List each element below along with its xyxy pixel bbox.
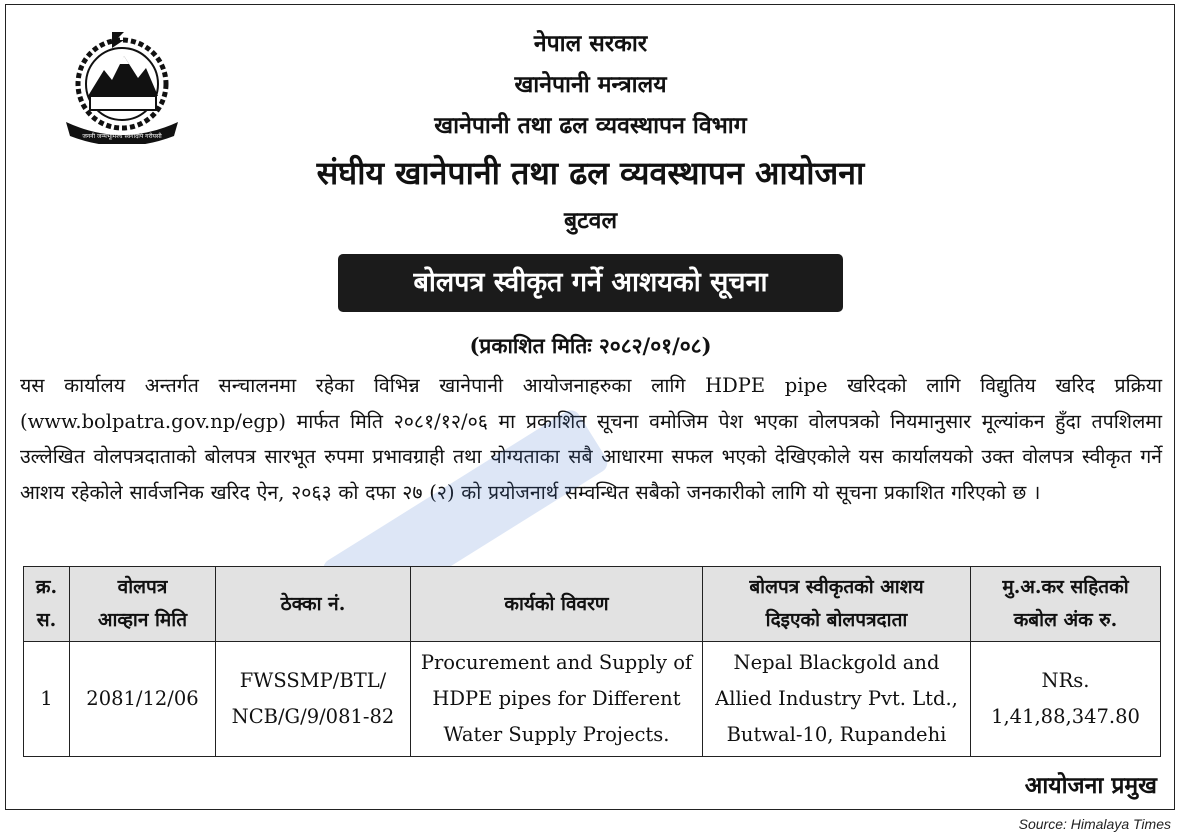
publish-date: (प्रकाशित मितिः २०८२/०१/०८) [469, 333, 712, 358]
header-department: खानेपानी तथा ढल व्यवस्थापन विभाग [434, 112, 747, 139]
header-bidder: बोलपत्र स्वीकृतको आशय दिइएको बोलपत्रदाता [703, 567, 971, 642]
emblem-motto: जननी जन्मभूमिश्च स्वर्गादपि गरीयसी [82, 133, 162, 140]
header-invitation-date: वोलपत्र आव्हान मिति [70, 567, 216, 642]
header-ministry: खानेपानी मन्त्रालय [514, 71, 667, 98]
cell-contract-no: FWSSMP/BTL/ NCB/G/9/081-82 [216, 642, 411, 757]
header-location: बुटवल [563, 207, 618, 234]
tender-table [23, 566, 1161, 757]
notice-title-banner: बोलपत्र स्वीकृत गर्ने आशयको सूचना [338, 254, 843, 312]
source-credit: Source: Himalaya Times [1018, 816, 1171, 832]
cell-description: Procurement and Supply of HDPE pipes for Different Water Supply Projects. [411, 642, 703, 757]
header-contract-no: ठेक्का नं. [216, 567, 411, 642]
cell-amount: NRs. 1,41,88,347.80 [971, 642, 1161, 757]
header-project: संघीय खानेपानी तथा ढल व्यवस्थापन आयोजना [316, 154, 865, 192]
cell-date: 2081/12/06 [70, 642, 216, 757]
signature-project-chief: आयोजना प्रमुख [1024, 772, 1157, 799]
header-serial: क्र. स. [24, 567, 70, 642]
table-header-row [24, 567, 1161, 642]
header-work-description: कार्यको विवरण [411, 567, 703, 642]
header-bid-amount: मु.अ.कर सहितको कबोल अंक रु. [971, 567, 1161, 642]
notice-body: यस कार्यालय अन्तर्गत सन्चालनमा रहेका विभिन्न खानेपानी आयोजनाहरुका लागि HDPE pipe खरिदको लागि विद्युतिय खरिद प्रक्रिया (www.bolpatra.gov.np/egp) मार्फत मिति २०८१/१२/०६ मा प्रकाशित सूचना वमोजिम पेश भएका वोलपत्रको नियमानुसार मूल्यांकन हुँदा तपशिलमा उल्लेखित वोलपत्रदाताको बोलपत्र सारभूत रुपमा प्रभावग्राही तथा योग्यताका सबै आधारमा सफल भएको देखिएकोले यस कार्यालयको उक्त वोलपत्र स्वीकृत गर्ने आशय रहेकोले सार्वजनिक खरिद ऐन, २०६३ को दफा २७ (२) को प्रयोजनार्थ सम्वन्धित सबैको जनकारीको लागि यो सूचना प्रकाशित गरिएको छ । [20, 374, 1162, 504]
cell-bidder: Nepal Blackgold and Allied Industry Pvt. Ltd., Butwal-10, Rupandehi [703, 642, 971, 757]
cell-serial: 1 [24, 642, 70, 757]
header-government: नेपाल सरकार [533, 30, 648, 57]
table-row [24, 642, 1161, 757]
